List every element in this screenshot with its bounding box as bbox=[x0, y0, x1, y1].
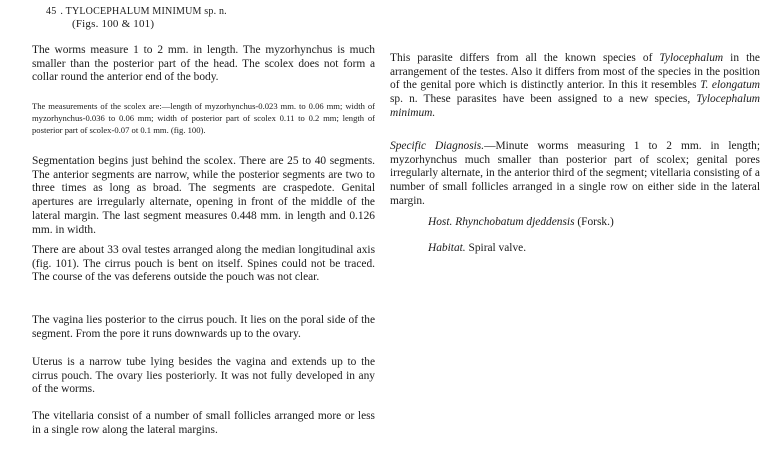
host-species: Rhynchobatum djeddensis bbox=[455, 216, 575, 228]
paragraph-testes: There are about 33 oval testes arranged along the median longitudinal axis (fig. 101). The cirrus pouch is bent on itself. Spines could not be traced. The course of the vas deferens outside the pouch was not clear. bbox=[32, 244, 375, 284]
paragraph-measurements: The measurements of the scolex are:—length of myzorhynchus-0.023 mm. to 0.06 mm; width of myzorhynchus-0.036 to 0.06 mm; width of posterior part of scolex 0.11 to 0.2 mm; length of posterior part of scolex-0.07 ot 0.1 mm. (fig. 100). bbox=[32, 101, 375, 135]
paragraph-uterus: Uterus is a narrow tube lying besides the vagina and extends up to the cirrus pouch. The ovary lies posteriorly. It was not fully developed in any of the worms. bbox=[32, 356, 375, 396]
paragraph-vitellaria: The vitellaria consist of a number of small follicles arranged more or less in a single row along the lateral margins. bbox=[32, 410, 375, 436]
paragraph-specific-diagnosis: Specific Diagnosis.—Minute worms measuring 1 to 2 mm. in length; myzorhynchus much smaller than posterior part of scolex; genital pores irregularly alternate, in the anterior third of the segment; vitellaria consisting of a number of small follicles arranged in a single row on either side in the lateral margin. bbox=[390, 140, 760, 207]
paragraph-segmentation: Segmentation begins just behind the scolex. There are 25 to 40 segments. The anterior segments are narrow, while the posterior segments are two to three times as long as broad. The segments are craspedote. Genital apertures are irregularly alternate, opening in front of the middle of the lateral margin. The last segment measures 0.448 mm. in length and 0.126 mm. in width. bbox=[32, 155, 375, 236]
paragraph-differential: This parasite differs from all the known species of Tylocephalum in the arrangement of the testes. Also it differs from most of the species in the position of the genital pore which is distinctly anterior. In this it resembles T. elongatum sp. n. These parasites have been assigned to a new species, Tylocephalum minimum. bbox=[390, 52, 760, 119]
host-line: Host. Rhynchobatum djeddensis (Forsk.) bbox=[428, 216, 614, 228]
new-species-name: Tylocephalum minimum. bbox=[390, 93, 760, 119]
diagnosis-label: Specific Diagnosis. bbox=[390, 140, 485, 152]
paragraph-vagina: The vagina lies posterior to the cirrus pouch. It lies on the poral side of the segment. From the pore it runs downwards up to the ovary. bbox=[32, 314, 375, 340]
figure-reference: (Figs. 100 & 101) bbox=[72, 18, 155, 30]
host-label: Host. bbox=[428, 216, 453, 228]
page-heading: 45 . TYLOCEPHALUM MINIMUM sp. n. (Figs. 100 & 101) bbox=[46, 6, 346, 30]
genus-name: Tylocephalum bbox=[659, 52, 724, 64]
habitat-value: Spiral valve. bbox=[465, 242, 527, 254]
habitat-label: Habitat. bbox=[428, 242, 466, 254]
related-species-name: T. elongatum bbox=[700, 79, 760, 92]
article-title: TYLOCEPHALUM MINIMUM sp. n. bbox=[65, 6, 227, 17]
habitat-line bbox=[428, 242, 758, 256]
page-number: 45 bbox=[46, 6, 57, 17]
paragraph-body-size: The worms measure 1 to 2 mm. in length. The myzorhynchus is much smaller than the posterior part of the head. The scolex does not form a collar round the anterior end of the body. bbox=[32, 44, 375, 84]
